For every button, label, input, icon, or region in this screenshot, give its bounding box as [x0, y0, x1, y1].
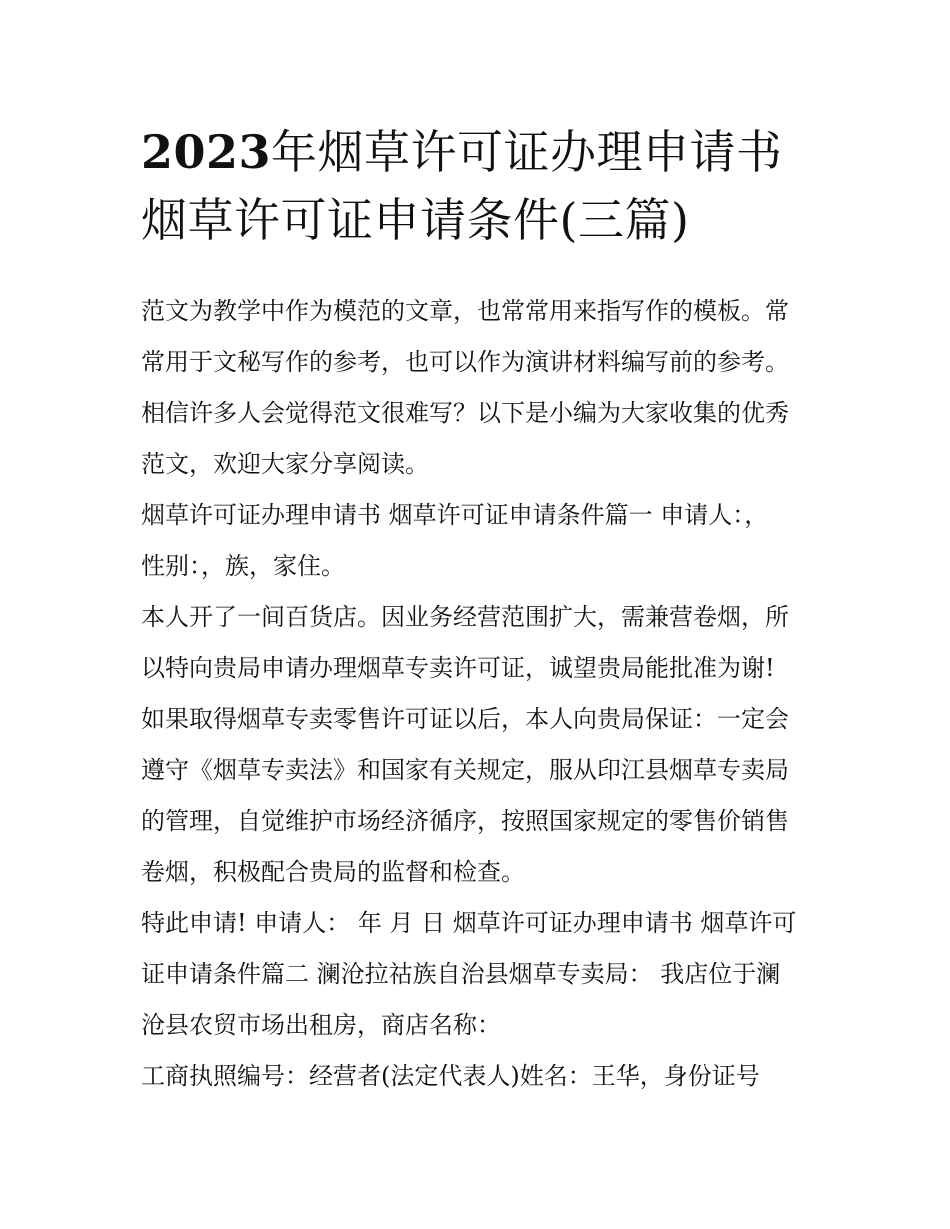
paragraph-applicant: [141, 490, 813, 592]
paragraph-line: 的管理，自觉维护市场经济循序，按照国家规定的零售价销售: [141, 807, 789, 835]
document-body: [141, 118, 813, 1102]
paragraph-line: 遵守《烟草专卖法》和国家有关规定，服从印江县烟草专卖局: [141, 756, 789, 784]
paragraph-closing: [141, 898, 813, 1051]
paragraph-line: 常用于文秘写作的参考，也可以作为演讲材料编写前的参考。: [141, 348, 789, 376]
title-year: 2023: [141, 125, 272, 179]
paragraph-line: 工商执照编号：经营者(法定代表人)姓名：王华，身份证号: [141, 1062, 760, 1090]
paragraph-business-info: [141, 1051, 813, 1102]
document-title: [141, 118, 813, 254]
paragraph-line: 特此申请! 申请人： 年 月 日 烟草许可证办理申请书 烟草许可: [141, 909, 797, 937]
paragraph-line: 范文为教学中作为模范的文章，也常常用来指写作的模板。常: [141, 297, 789, 325]
title-line-1-text: 年烟草许可证办理申请书: [271, 125, 783, 179]
paragraph-line: 范文，欢迎大家分享阅读。: [141, 450, 429, 478]
paragraph-line: 本人开了一间百货店。因业务经营范围扩大，需兼营卷烟，所: [141, 603, 789, 631]
paragraph-line: 卷烟，积极配合贵局的监督和检查。: [141, 858, 525, 886]
title-line-1: [141, 118, 813, 186]
paragraph-line: 证申请条件篇二 澜沧拉祜族自治县烟草专卖局： 我店位于澜: [141, 960, 781, 988]
paragraph-line: 以特向贵局申请办理烟草专卖许可证，诚望贵局能批准为谢!: [141, 654, 775, 682]
paragraph-line: 相信许多人会觉得范文很难写？以下是小编为大家收集的优秀: [141, 399, 789, 427]
paragraph-line: 性别：，族，家住。: [141, 552, 345, 580]
paragraph-line: 沧县农贸市场出租房，商店名称：: [141, 1011, 501, 1039]
paragraph-line: 烟草许可证办理申请书 烟草许可证申请条件篇一 申请人：，: [141, 501, 769, 529]
paragraph-application-body: [141, 592, 813, 898]
paragraph-line: 如果取得烟草专卖零售许可证以后，本人向贵局保证：一定会: [141, 705, 789, 733]
paragraph-intro: [141, 286, 813, 490]
title-spacing: [141, 254, 813, 286]
title-line-2: 烟草许可证申请条件(三篇): [141, 193, 690, 247]
